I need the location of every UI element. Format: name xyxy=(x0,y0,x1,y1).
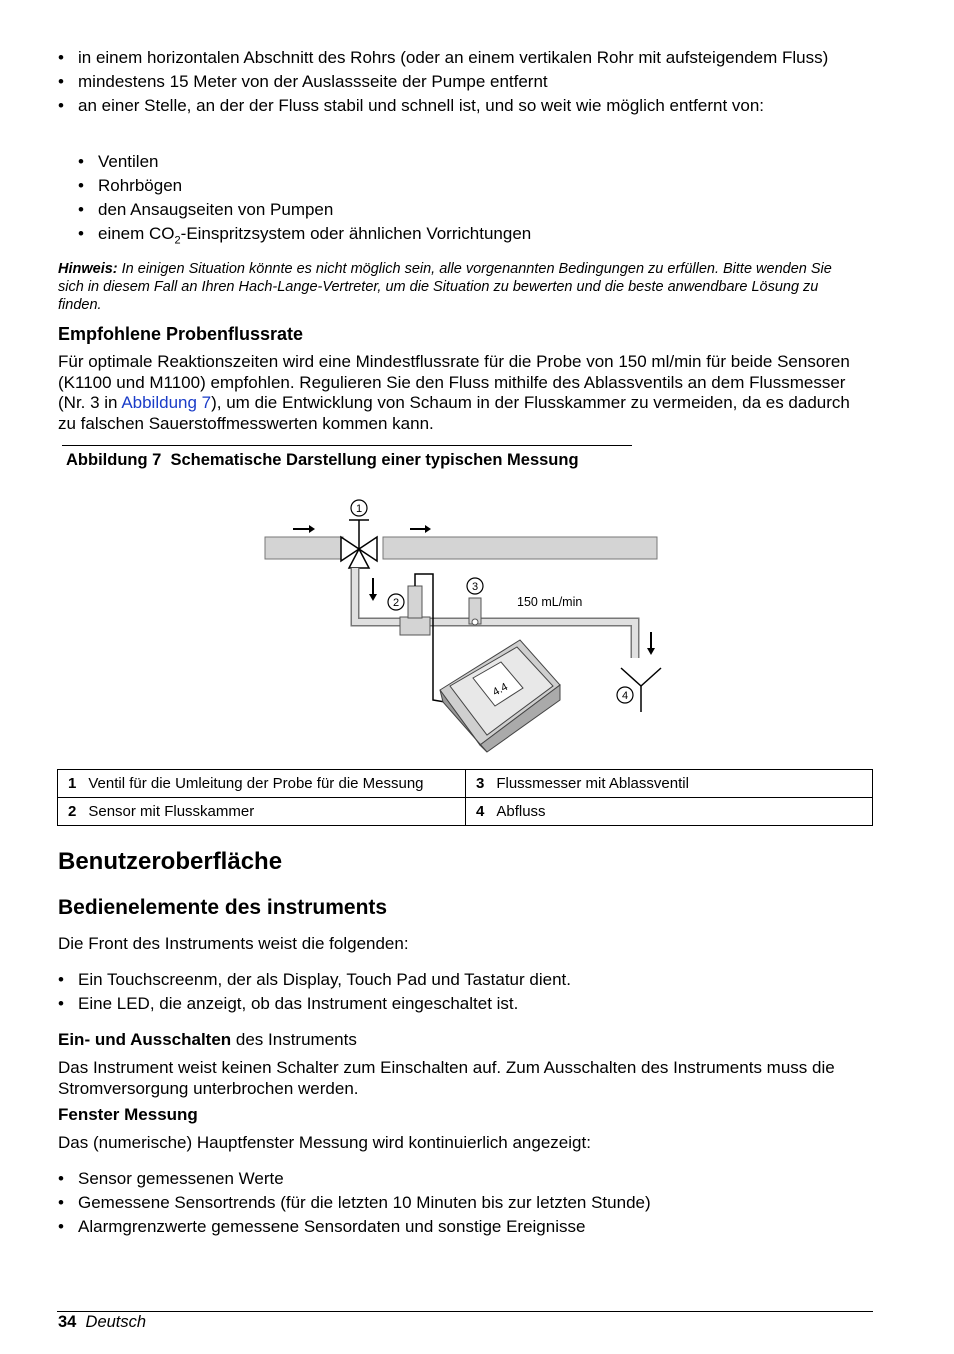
flow-chamber xyxy=(400,617,430,635)
flow-rate-label: 150 mL/min xyxy=(517,595,583,609)
list-item: • Rohrbögen xyxy=(98,176,858,196)
legend-num: 2 xyxy=(68,803,77,820)
note-text: In einigen Situation könnte es nicht möglich sein, alle vorgenannten Bedingungen zu erfüllen. Bitte wenden Sie sich in diesem Fall an Ihren Hach-Lange-Vertreter, um die Situation zu bewerten und die beste anwendbare Lösung zu finden. xyxy=(58,261,832,313)
co2-pre: einem CO xyxy=(98,224,175,243)
callout-4-label: 4 xyxy=(621,690,629,702)
legend-text: Sensor mit Flusskammer xyxy=(88,803,255,820)
page-number: 34 xyxy=(58,1313,77,1331)
bullet-list-sub xyxy=(98,152,858,250)
list-item: • Ein Touchscreenm, der als Display, Touch Pad und Tastatur dient. xyxy=(78,970,868,990)
power-text: Das Instrument weist keinen Schalter zum Einschalten auf. Zum Ausschalten des Instruments muss die Stromversorgung unterbrochen werden. xyxy=(58,1058,835,1098)
list-item: • in einem horizontalen Abschnitt des Rohrs (oder an einem vertikalen Rohr mit aufsteigendem Fluss) xyxy=(78,48,868,68)
section-heading-flow: Empfohlene Probenflussrate xyxy=(58,324,304,344)
legend-text: Ventil für die Umleitung der Probe für die Messung xyxy=(88,775,424,792)
legend-num: 1 xyxy=(68,775,77,792)
section-heading-controls: Bedienelemente des instruments xyxy=(58,896,388,919)
page-heading-ui: Benutzeroberfläche xyxy=(58,848,283,875)
callout-1-label: 1 xyxy=(355,503,363,515)
table-row xyxy=(58,798,873,826)
power-heading-rest: des Instruments xyxy=(231,1030,357,1049)
measurement-diagram xyxy=(255,490,665,760)
co2-subscript: 2 xyxy=(174,234,181,247)
list-item: • Alarmgrenzwerte gemessene Sensordaten und sonstige Ereignisse xyxy=(78,1217,868,1237)
list-item: • mindestens 15 Meter von der Auslassseite der Pumpe entfernt xyxy=(78,72,868,92)
diverter-valve xyxy=(341,520,377,568)
bullet-list-window xyxy=(78,1169,868,1237)
window-text: Das (numerische) Hauptfenster Messung wird kontinuierlich angezeigt: xyxy=(58,1133,591,1152)
footer-language: Deutsch xyxy=(85,1313,147,1331)
power-heading xyxy=(58,1030,357,1051)
callout-3-label: 3 xyxy=(471,581,479,593)
bullet-list-location xyxy=(78,48,868,116)
flow-arrow-out xyxy=(410,525,431,533)
legend-cell xyxy=(466,798,873,826)
footer-rule xyxy=(57,1311,873,1312)
footer xyxy=(58,1313,146,1332)
legend-cell xyxy=(58,770,466,798)
list-item: • Eine LED, die anzeigt, ob das Instrument eingeschaltet ist. xyxy=(78,994,868,1014)
drain-arrow xyxy=(647,632,655,655)
table-row xyxy=(58,770,873,798)
flow-text-part2: ), um die Entwicklung von Schaum in der Flusskammer zu vermeiden, da es dadurch zu falschen Sauerstoffmesswerten kommen kann. xyxy=(58,393,850,433)
legend-text: Abfluss xyxy=(496,803,546,820)
callout-2-label: 2 xyxy=(392,597,400,609)
section-text-flow xyxy=(58,352,858,434)
sensor xyxy=(408,586,422,618)
note-label: Hinweis: xyxy=(58,261,118,277)
display-value: 4.4 xyxy=(490,680,510,699)
legend-num: 4 xyxy=(476,803,485,820)
down-arrow-left xyxy=(369,578,377,601)
legend-text: Flussmesser mit Ablassventil xyxy=(496,775,689,792)
flow-arrow-in xyxy=(293,525,315,533)
co2-post: -Einspritzsystem oder ähnlichen Vorrichtungen xyxy=(180,224,532,243)
legend-cell xyxy=(466,770,873,798)
window-heading: Fenster Messung xyxy=(58,1105,198,1124)
legend-num: 3 xyxy=(476,775,485,792)
intro-text: Die Front des Instruments weist die folgenden: xyxy=(58,934,409,953)
legend-cell xyxy=(58,798,466,826)
flow-text-part1: Für optimale Reaktionszeiten wird eine Mindestflussrate für die Probe von 150 ml/min für beide Sensoren (K1100 und M1100) empfohlen. Regulieren Sie den Fluss mithilfe des Ablassventils an dem Flussmesser (Nr. 3 in xyxy=(58,352,850,412)
list-item: • den Ansaugseiten von Pumpen xyxy=(98,200,858,220)
main-pipe-right xyxy=(383,537,657,559)
list-item: • an einer Stelle, an der der Fluss stabil und schnell ist, und so weit wie möglich entfernt von: xyxy=(78,96,868,116)
bullet-list-front xyxy=(78,970,868,1014)
list-item: • Sensor gemessenen Werte xyxy=(78,1169,868,1189)
figure-caption: Abbildung 7 Schematische Darstellung einer typischen Messung xyxy=(66,451,579,469)
list-item: • Ventilen xyxy=(98,152,858,172)
main-pipe-left xyxy=(265,537,343,559)
note xyxy=(58,260,848,314)
figure-legend xyxy=(57,769,873,826)
list-item: • Gemessene Sensortrends (für die letzten 10 Minuten bis zur letzten Stunde) xyxy=(78,1193,868,1213)
figure-link[interactable]: Abbildung 7 xyxy=(121,393,212,412)
caption-rule xyxy=(62,445,632,446)
power-heading-bold: Ein- und Ausschalten xyxy=(58,1030,232,1049)
list-item-co2 xyxy=(98,224,858,250)
